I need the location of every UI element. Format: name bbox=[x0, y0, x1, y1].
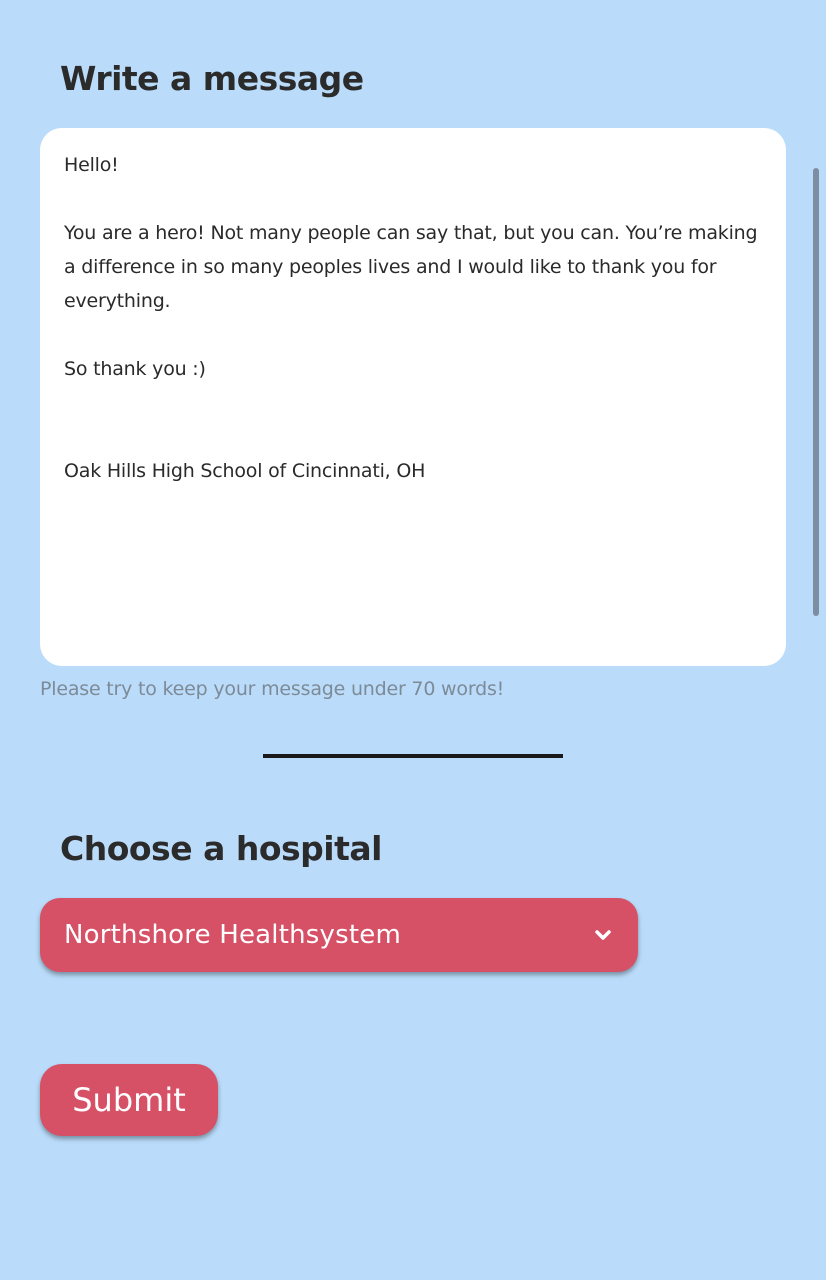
message-text: Hello! You are a hero! Not many people can say that, but you can. You’re making a difference in so many peoples lives and I would like to thank you for everything. So thank you :) Oak Hills High School of Cincinnati, OH bbox=[64, 154, 758, 482]
submit-button[interactable]: Submit bbox=[40, 1064, 218, 1136]
message-textarea[interactable] bbox=[40, 128, 786, 666]
section-divider bbox=[263, 754, 563, 758]
message-length-hint: Please try to keep your message under 70 words! bbox=[40, 678, 505, 700]
hospital-select-value: Northshore Healthsystem bbox=[64, 920, 402, 950]
hospital-select[interactable] bbox=[40, 898, 638, 972]
chevron-down-icon bbox=[592, 924, 614, 946]
write-message-heading: Write a message bbox=[60, 59, 364, 98]
page-scrollbar[interactable] bbox=[813, 168, 819, 616]
choose-hospital-heading: Choose a hospital bbox=[60, 829, 382, 868]
